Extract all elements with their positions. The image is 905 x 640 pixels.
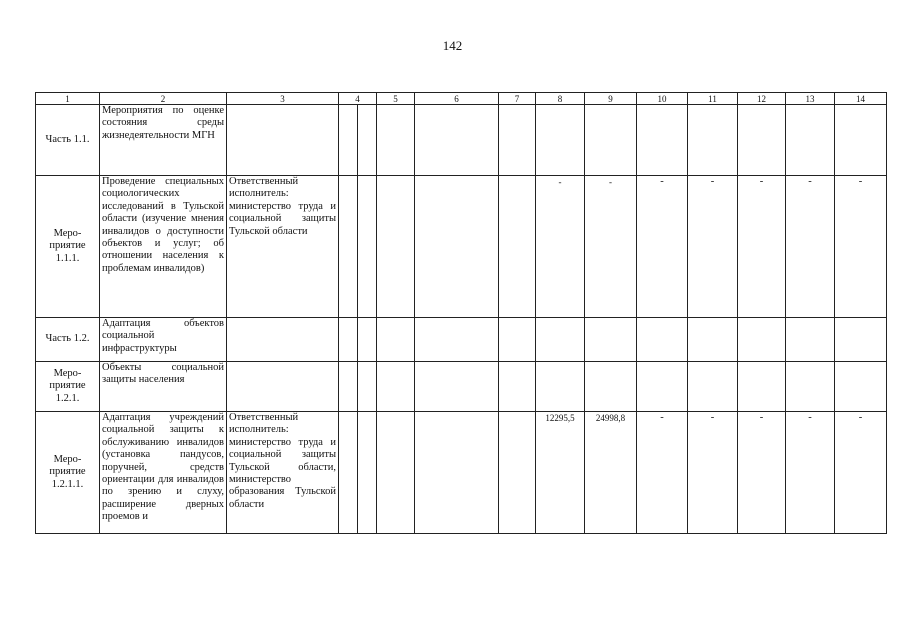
header-cell: 11 xyxy=(688,93,738,105)
value-cell xyxy=(536,105,585,176)
value-cell xyxy=(339,176,377,318)
value-cell xyxy=(637,105,688,176)
value-cell: - xyxy=(786,412,835,534)
value-cell: 24998,8 xyxy=(585,412,637,534)
value-cell xyxy=(499,105,536,176)
value-cell xyxy=(415,176,499,318)
value-cell xyxy=(499,362,536,412)
value-cell xyxy=(786,362,835,412)
value-cell xyxy=(786,105,835,176)
value-cell xyxy=(377,176,415,318)
value-cell xyxy=(415,362,499,412)
header-cell: 4 xyxy=(339,93,377,105)
table-row xyxy=(36,176,887,318)
value-cell: - xyxy=(738,176,786,318)
table-row xyxy=(36,318,887,362)
value-cell xyxy=(637,362,688,412)
header-cell: 3 xyxy=(227,93,339,105)
value-cell: - xyxy=(637,412,688,534)
value-cell xyxy=(835,105,887,176)
header-cell: 13 xyxy=(786,93,835,105)
header-row xyxy=(36,93,887,105)
value-cell xyxy=(738,105,786,176)
value-cell xyxy=(377,362,415,412)
value-cell: - xyxy=(738,412,786,534)
row-description: Мероприятия по оценке состояния среды жизнедеятельности МГН xyxy=(100,105,227,176)
header-cell: 14 xyxy=(835,93,887,105)
value-cell xyxy=(377,318,415,362)
row-label: Меро-приятие 1.2.1.1. xyxy=(36,412,100,534)
row-label: Меро-приятие 1.1.1. xyxy=(36,176,100,318)
value-cell xyxy=(339,105,377,176)
row-label: Часть 1.2. xyxy=(36,318,100,362)
value-cell xyxy=(339,412,377,534)
row-description: Адаптация объектов социальной инфраструктуры xyxy=(100,318,227,362)
row-description: Объекты социальной защиты населения xyxy=(100,362,227,412)
value-cell xyxy=(835,318,887,362)
header-cell: 6 xyxy=(415,93,499,105)
value-cell xyxy=(499,412,536,534)
value-cell xyxy=(688,318,738,362)
value-cell: - xyxy=(835,412,887,534)
value-cell xyxy=(339,318,377,362)
header-cell: 1 xyxy=(36,93,100,105)
value-cell xyxy=(637,318,688,362)
table-row xyxy=(36,105,887,176)
row-description: Адаптация учреждений социальной защиты к обслуживанию инвалидов (установка пандусов, поручней, средств ориентации для инвалидов по зрению и слуху, расширение дверных проемов и xyxy=(100,412,227,534)
header-cell: 8 xyxy=(536,93,585,105)
row-description: Проведение специальных социологических исследований в Тульской области (изучение мнения инвалидов о доступности объектов и услуг; об отношении населения к проблемам инвалидов) xyxy=(100,176,227,318)
value-cell: - xyxy=(835,176,887,318)
value-cell xyxy=(688,362,738,412)
table-row xyxy=(36,412,887,534)
value-cell xyxy=(585,105,637,176)
row-label: Часть 1.1. xyxy=(36,105,100,176)
header-cell: 5 xyxy=(377,93,415,105)
page-number: 142 xyxy=(442,38,463,53)
value-cell xyxy=(499,318,536,362)
value-cell xyxy=(339,362,377,412)
header-cell: 9 xyxy=(585,93,637,105)
value-cell xyxy=(499,176,536,318)
row-label: Меро-приятие 1.2.1. xyxy=(36,362,100,412)
header-cell: 10 xyxy=(637,93,688,105)
value-cell xyxy=(415,412,499,534)
value-cell: - xyxy=(786,176,835,318)
value-cell xyxy=(377,412,415,534)
row-executor: Ответственный исполнитель: министерство труда и социальной защиты Тульской области xyxy=(227,176,339,318)
value-cell xyxy=(536,318,585,362)
value-cell xyxy=(738,318,786,362)
row-executor xyxy=(227,318,339,362)
row-executor: Ответственный исполнитель: министерство труда и социальной защиты Тульской области, министерство образования Тульской области xyxy=(227,412,339,534)
row-executor xyxy=(227,362,339,412)
value-cell: - xyxy=(688,176,738,318)
value-cell xyxy=(415,105,499,176)
value-cell xyxy=(415,318,499,362)
value-cell: - xyxy=(536,176,585,318)
value-cell xyxy=(688,105,738,176)
value-cell: 12295,5 xyxy=(536,412,585,534)
value-cell: - xyxy=(688,412,738,534)
header-cell: 7 xyxy=(499,93,536,105)
header-cell: 12 xyxy=(738,93,786,105)
table-row xyxy=(36,362,887,412)
value-cell xyxy=(786,318,835,362)
value-cell xyxy=(738,362,786,412)
value-cell: - xyxy=(637,176,688,318)
value-cell xyxy=(377,105,415,176)
header-cell: 2 xyxy=(100,93,227,105)
value-cell xyxy=(536,362,585,412)
row-executor xyxy=(227,105,339,176)
value-cell xyxy=(835,362,887,412)
value-cell: - xyxy=(585,176,637,318)
value-cell xyxy=(585,318,637,362)
program-table xyxy=(35,92,887,534)
value-cell xyxy=(585,362,637,412)
